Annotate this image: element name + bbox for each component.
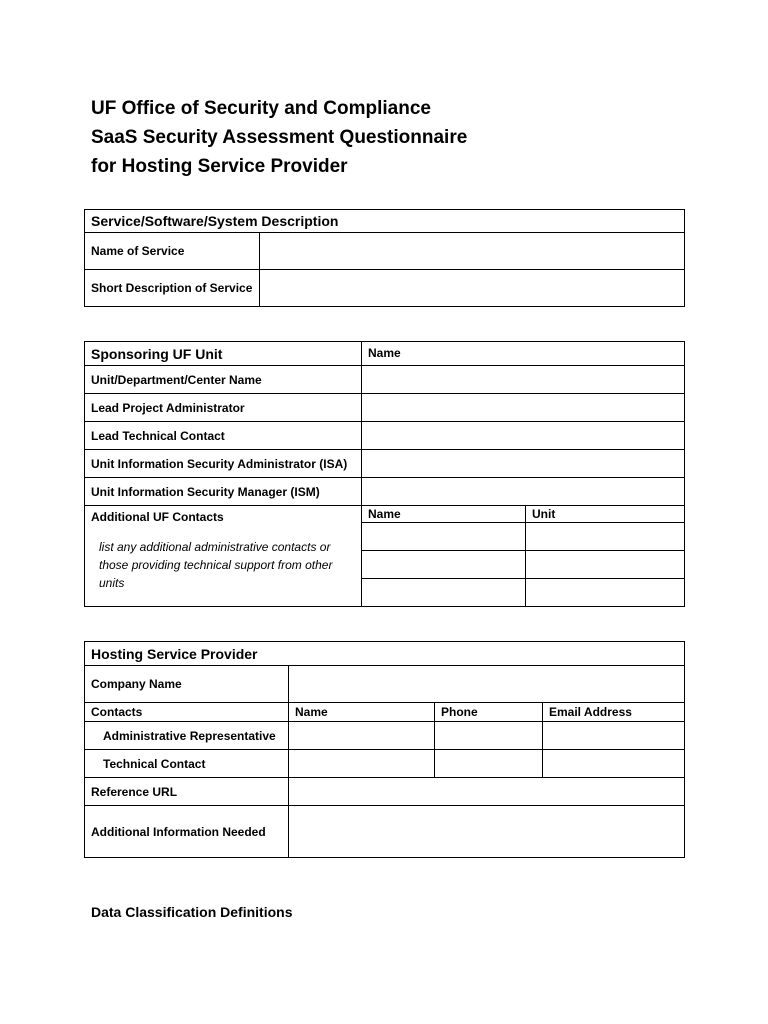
company-name-field[interactable]: [289, 666, 685, 703]
reference-url-label: Reference URL: [85, 778, 289, 806]
contacts-name-header: Name: [289, 703, 435, 722]
document-title: [91, 94, 467, 181]
unit-department-label: Unit/Department/Center Name: [85, 366, 362, 394]
hosting-table-header: Hosting Service Provider: [85, 642, 685, 666]
unit-department-field[interactable]: [362, 366, 685, 394]
contacts-email-header: Email Address: [543, 703, 685, 722]
title-line-1: UF Office of Security and Compliance: [91, 98, 431, 119]
lead-project-admin-label: Lead Project Administrator: [85, 394, 362, 422]
sponsor-name-header: Name: [362, 342, 685, 366]
unit-ism-field[interactable]: [362, 478, 685, 506]
data-classification-heading: Data Classification Definitions: [91, 904, 293, 920]
additional-name-field-2[interactable]: [362, 551, 526, 579]
title-line-3: for Hosting Service Provider: [91, 156, 348, 177]
tech-contact-name-field[interactable]: [289, 750, 435, 778]
additional-unit-field-1[interactable]: [526, 523, 685, 551]
additional-info-label: Additional Information Needed: [85, 806, 289, 858]
sponsoring-unit-table: [84, 341, 685, 607]
additional-unit-header: Unit: [526, 506, 685, 523]
additional-name-field-3[interactable]: [362, 579, 526, 607]
unit-isa-field[interactable]: [362, 450, 685, 478]
contacts-phone-header: Phone: [435, 703, 543, 722]
admin-rep-label: Administrative Representative: [85, 722, 289, 750]
short-description-label: Short Description of Service: [85, 270, 260, 307]
contacts-label: Contacts: [85, 703, 289, 722]
admin-rep-name-field[interactable]: [289, 722, 435, 750]
unit-isa-label: Unit Information Security Administrator (ISA): [85, 450, 362, 478]
unit-ism-label: Unit Information Security Manager (ISM): [85, 478, 362, 506]
admin-rep-phone-field[interactable]: [435, 722, 543, 750]
service-description-table: [84, 209, 685, 307]
additional-info-field[interactable]: [289, 806, 685, 858]
additional-unit-field-2[interactable]: [526, 551, 685, 579]
additional-name-header: Name: [362, 506, 526, 523]
additional-name-field-1[interactable]: [362, 523, 526, 551]
additional-contacts-cell: [85, 506, 362, 607]
admin-rep-email-field[interactable]: [543, 722, 685, 750]
lead-technical-contact-label: Lead Technical Contact: [85, 422, 362, 450]
company-name-label: Company Name: [85, 666, 289, 703]
reference-url-field[interactable]: [289, 778, 685, 806]
name-of-service-label: Name of Service: [85, 233, 260, 270]
service-table-header: Service/Software/System Description: [85, 210, 685, 233]
hosting-provider-table: [84, 641, 685, 858]
name-of-service-field[interactable]: [260, 233, 685, 270]
lead-project-admin-field[interactable]: [362, 394, 685, 422]
short-description-field[interactable]: [260, 270, 685, 307]
lead-technical-contact-field[interactable]: [362, 422, 685, 450]
tech-contact-email-field[interactable]: [543, 750, 685, 778]
additional-unit-field-3[interactable]: [526, 579, 685, 607]
additional-contacts-note: list any additional administrative contacts or those providing technical support from other units: [99, 540, 333, 590]
additional-contacts-label: Additional UF Contacts: [91, 510, 224, 524]
tech-contact-phone-field[interactable]: [435, 750, 543, 778]
title-line-2: SaaS Security Assessment Questionnaire: [91, 127, 468, 148]
sponsor-table-header: Sponsoring UF Unit: [85, 342, 362, 366]
tech-contact-label: Technical Contact: [85, 750, 289, 778]
